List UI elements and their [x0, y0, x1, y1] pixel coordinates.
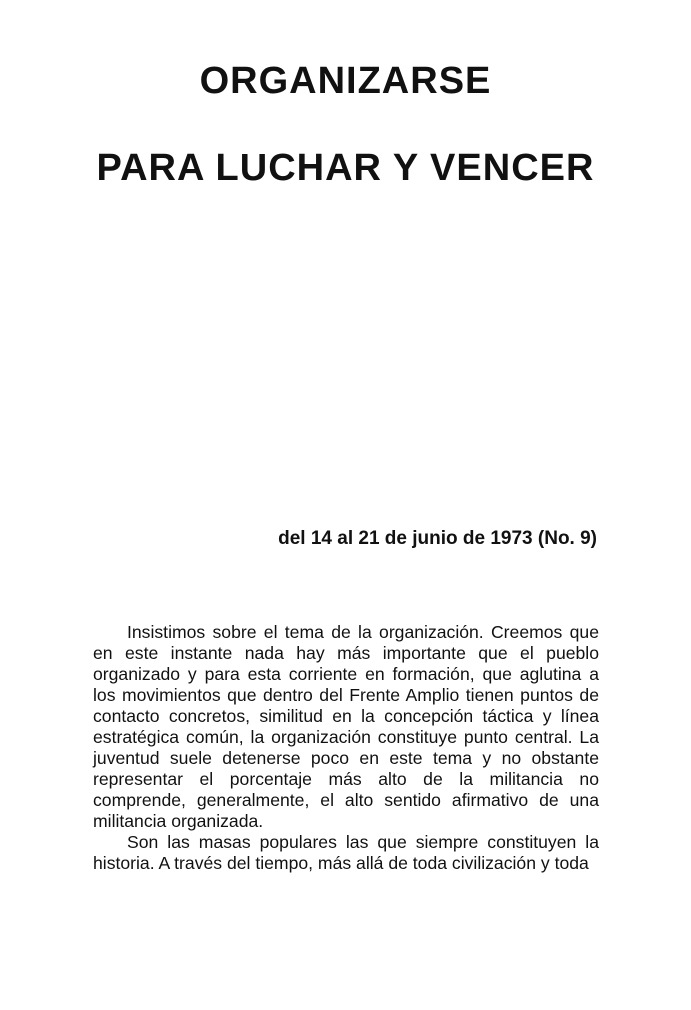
- title-line-2: PARA LUCHAR Y VENCER: [96, 147, 595, 189]
- paragraph: Insistimos sobre el tema de la organización. Creemos que en este instante nada hay más importante que el pueblo organizado y para esta corriente en formación, que aglutina a los movimientos que dentro del Frente Amplio tienen puntos de contacto concretos, similitud en la concepción táctica y línea estratégica común, la organización constituye punto central. La juventud suele detenerse poco en este tema y no obstante representar el porcentaje más alto de la militancia no comprende, generalmente, el alto sentido afirmativo de una militancia organizada.: [93, 622, 599, 831]
- paragraph: Son las masas populares las que siempre constituyen la historia. A través del tiempo, más allá de toda civilización y toda: [93, 832, 599, 873]
- article-body: [93, 622, 599, 874]
- dateline: del 14 al 21 de junio de 1973 (No. 9): [278, 528, 597, 549]
- title-line-1: ORGANIZARSE: [199, 60, 492, 102]
